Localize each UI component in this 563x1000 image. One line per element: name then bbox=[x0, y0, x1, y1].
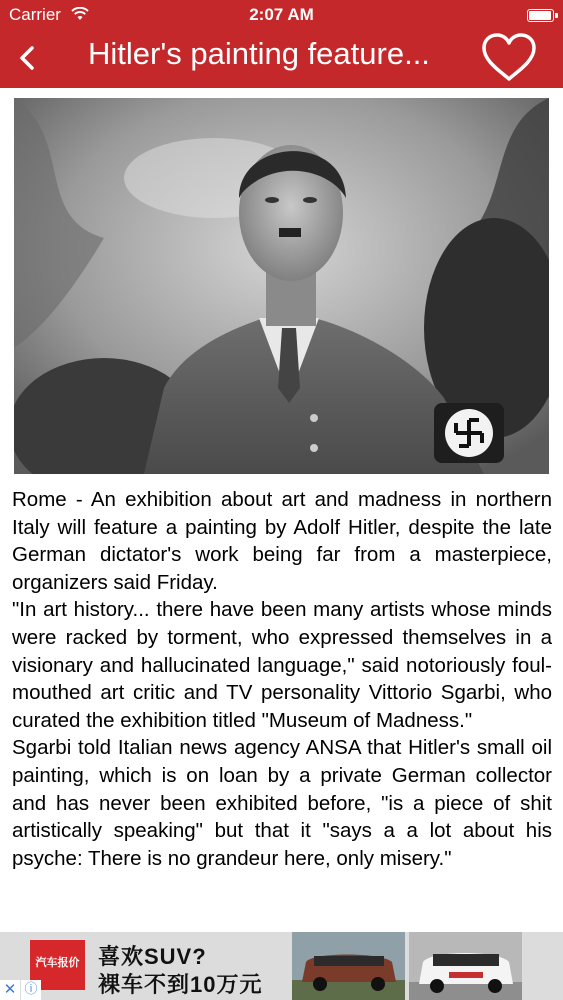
ad-title: 喜欢SUV? bbox=[98, 944, 207, 969]
page-title: Hitler's painting feature... bbox=[88, 36, 430, 71]
carrier-label: Carrier bbox=[9, 5, 61, 24]
status-bar bbox=[0, 0, 563, 30]
article-paragraph: Sgarbi told Italian news agency ANSA that Hitler's small oil painting, which is on loan by a private German collector and has never been exhibited before, "is a piece of shit artistically speaking" but that it "says a a lot about his psyche: There is no grandeur here, only misery." bbox=[12, 736, 552, 870]
article-paragraph: "In art history... there have been many artists whose minds were racked by torment, who expressed themselves in a visionary and hallucinated language," said notoriously foul-mouthed art critic and TV personality Vittorio Sgarbi, who curated the exhibition titled "Museum of Madness." bbox=[12, 598, 552, 732]
ad-logo: 汽车报价 bbox=[30, 940, 85, 990]
ad-car-image bbox=[409, 932, 522, 1000]
clock: 2:07 AM bbox=[249, 5, 314, 24]
close-icon[interactable]: ✕ bbox=[0, 980, 20, 1000]
heart-outline-icon bbox=[480, 32, 538, 84]
chevron-left-icon bbox=[10, 40, 46, 76]
navigation-bar bbox=[0, 30, 563, 88]
favorite-button[interactable] bbox=[480, 32, 538, 84]
battery-icon bbox=[527, 9, 554, 22]
article-paragraph: Rome - An exhibition about art and madness in northern Italy will feature a painting by Adolf Hitler, despite the late German dictator's work being far from a masterpiece, organizers said Friday. bbox=[12, 488, 552, 594]
article-body bbox=[12, 486, 552, 872]
info-icon[interactable]: ⓘ bbox=[21, 980, 41, 1000]
top-bar bbox=[0, 0, 563, 88]
ad-subtitle: 裸车不到10万元 bbox=[98, 972, 263, 997]
ad-car-image bbox=[292, 932, 405, 1000]
article-photo bbox=[14, 98, 549, 474]
ad-banner[interactable] bbox=[0, 932, 563, 1000]
back-button[interactable] bbox=[10, 40, 46, 76]
